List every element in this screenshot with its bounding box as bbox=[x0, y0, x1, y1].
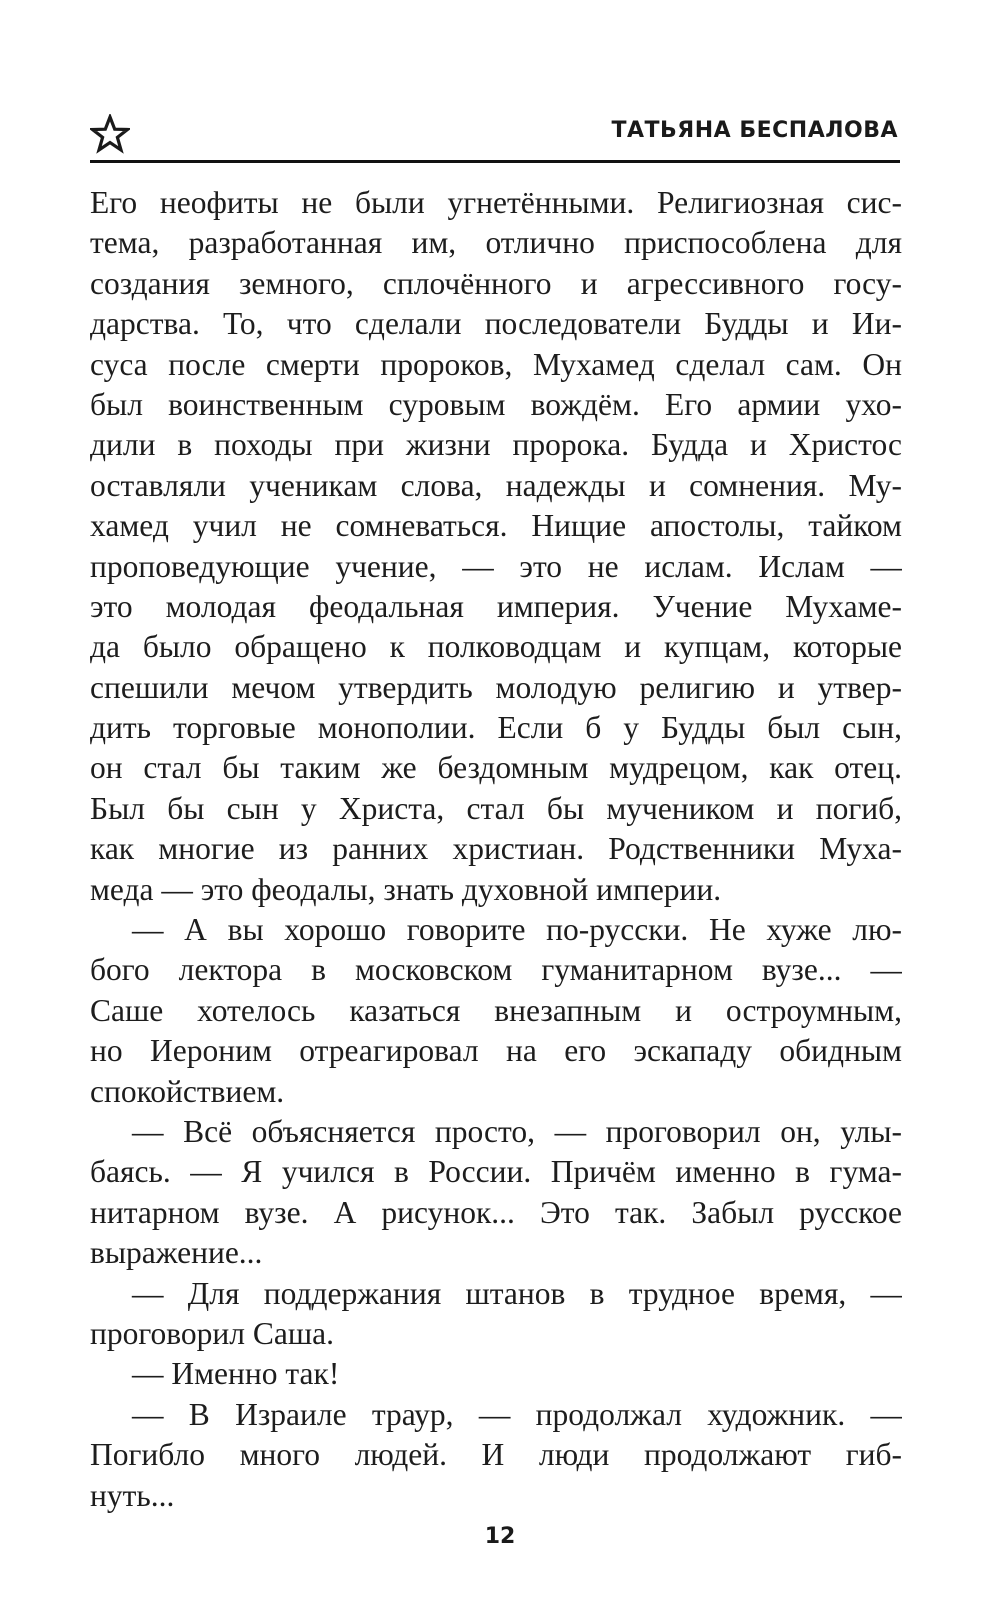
text-line: бого лектора в московском гуманитарном вузе... — bbox=[90, 952, 902, 988]
text-line: дарства. То, что сделали последователи Будды и Ии- bbox=[90, 306, 902, 342]
text-line: меда — это феодалы, знать духовной империи. bbox=[90, 871, 722, 907]
text-line: хамед учил не сомневаться. Нищие апостолы, тайком bbox=[90, 508, 902, 544]
text-line: был воинственным суровым вождём. Его армии ухо- bbox=[90, 386, 902, 422]
text-line: он стал бы таким же бездомным мудрецом, как отец. bbox=[90, 750, 902, 786]
star-outline-icon bbox=[90, 114, 130, 154]
text-line: создания земного, сплочённого и агрессивного госу- bbox=[90, 265, 902, 301]
text-line: спешили мечом утвердить молодую религию и утвер- bbox=[90, 669, 902, 705]
text-line: выражение... bbox=[90, 1235, 263, 1271]
text-line: спокойствием. bbox=[90, 1073, 285, 1109]
text-line: Погибло много людей. И люди продолжают гиб- bbox=[90, 1437, 902, 1473]
text-line: проповедующие учение, — это не ислам. Ислам — bbox=[90, 548, 902, 584]
text-line: — Для поддержания штанов в трудное время, — bbox=[132, 1275, 902, 1311]
text-line: — Именно так! bbox=[132, 1356, 340, 1392]
page-number: 12 bbox=[484, 1524, 516, 1549]
text-line: это молодая феодальная империя. Учение Мухаме- bbox=[90, 588, 902, 624]
running-header bbox=[90, 112, 900, 163]
text-line: но Иероним отреагировал на его эскападу обидным bbox=[90, 1033, 902, 1069]
text-line: баясь. — Я учился в России. Причём именно в гума- bbox=[90, 1154, 902, 1190]
text-line: проговорил Саша. bbox=[90, 1315, 334, 1351]
text-line: оставляли ученикам слова, надежды и сомнения. Му- bbox=[90, 467, 902, 503]
author-name: ТАТЬЯНА БЕСПАЛОВА bbox=[611, 118, 898, 143]
text-line: тема, разработанная им, отлично приспособлена для bbox=[90, 225, 902, 261]
text-line: Саше хотелось казаться внезапным и остроумным, bbox=[90, 992, 902, 1028]
text-line: Его неофиты не были угнетёнными. Религиозная сис- bbox=[90, 185, 902, 220]
text-line: Был бы сын у Христа, стал бы мучеником и погиб, bbox=[90, 790, 902, 826]
text-line: — Всё объясняется просто, — проговорил он, улы- bbox=[132, 1113, 902, 1149]
text-line: как многие из ранних христиан. Родственники Муха- bbox=[90, 831, 902, 867]
text-line: — А вы хорошо говорите по-русски. Не хуже лю- bbox=[132, 912, 902, 948]
text-line: — В Израиле траур, — продолжал художник. — bbox=[132, 1396, 902, 1432]
body-text bbox=[90, 183, 902, 1516]
text-line: да было обращено к полководцам и купцам, которые bbox=[90, 629, 902, 665]
text-line: суса после смерти пророков, Мухамед сделал сам. Он bbox=[90, 346, 902, 382]
text-line: нитарном вузе. А рисунок... Это так. Забыл русское bbox=[90, 1194, 902, 1230]
text-line: дить торговые монополии. Если б у Будды был сын, bbox=[90, 710, 902, 746]
text-line: дили в походы при жизни пророка. Будда и Христос bbox=[90, 427, 902, 463]
text-line: нуть... bbox=[90, 1477, 175, 1513]
